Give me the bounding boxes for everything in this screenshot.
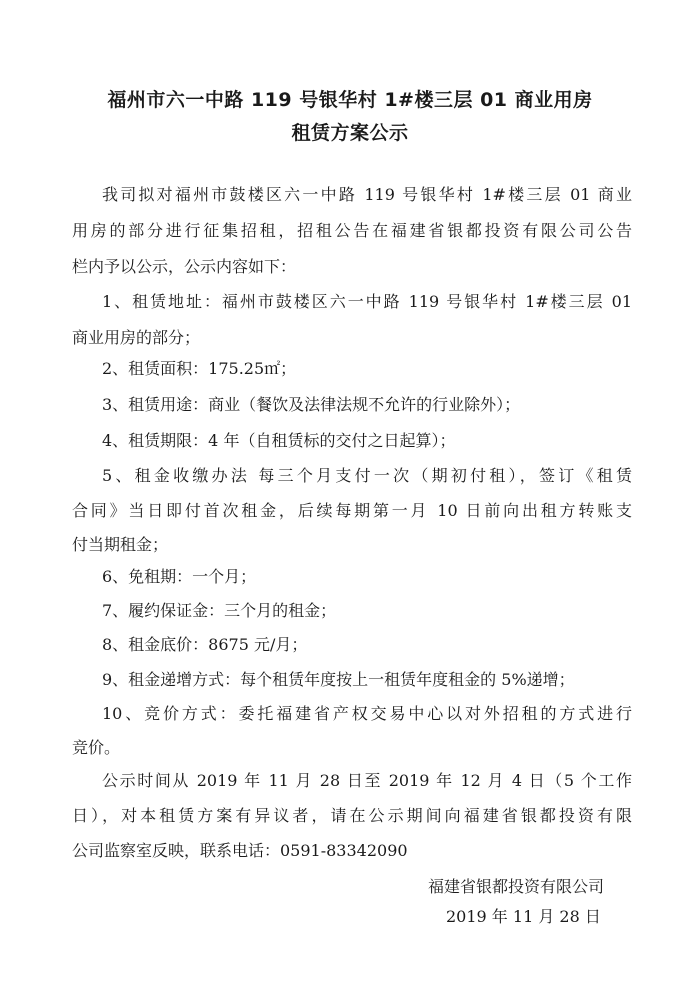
item-address-line-2: 商业用房的部分； [72,328,201,347]
item-bidding-line-1: 10、竞价方式：委托福建省产权交易中心以对外招租的方式进行 [102,704,632,723]
item-deposit: 7、履约保证金：三个月的租金； [102,601,337,620]
item-free-period: 6、免租期：一个月； [102,567,257,586]
item-area: 2、租赁面积：175.25㎡； [102,359,297,378]
intro-line-2: 用房的部分进行征集招租，招租公告在福建省银都投资有限公司公告 [72,221,632,240]
item-payment-line-1: 5、租金收缴办法 每三个月支付一次（期初付租），签订《租赁 [102,466,632,485]
item-payment-line-3: 付当期租金； [72,535,169,554]
item-increase: 9、租金递增方式：每个租赁年度按上一租赁年度租金的 5%递增； [102,670,575,689]
item-usage: 3、租赁用途：商业（餐饮及法律法规不允许的行业除外）； [102,395,521,414]
notice-line-3: 公司监察室反映，联系电话：0591-83342090 [72,841,408,860]
item-base-rent: 8、租金底价：8675 元/月； [102,635,308,654]
intro-line-1: 我司拟对福州市鼓楼区六一中路 119 号银华村 1#楼三层 01 商业 [102,185,632,204]
signature-date: 2019 年 11 月 28 日 [446,907,601,926]
notice-line-2: 日），对本租赁方案有异议者，请在公示期间向福建省银都投资有限 [72,806,632,825]
item-term: 4、租赁期限：4 年（自租赁标的交付之日起算）； [102,431,456,450]
signature-organization: 福建省银都投资有限公司 [428,877,605,896]
notice-line-1: 公示时间从 2019 年 11 月 28 日至 2019 年 12 月 4 日（5 个工作 [102,771,632,790]
document-title-line-2: 租赁方案公示 [291,122,409,144]
item-bidding-line-2: 竞价。 [72,738,121,757]
item-payment-line-2: 合同》当日即付首次租金，后续每期第一月 10 日前向出租方转账支 [72,501,632,520]
intro-line-3: 栏内予以公示，公示内容如下： [72,257,297,276]
item-address-line-1: 1、租赁地址：福州市鼓楼区六一中路 119 号银华村 1#楼三层 01 [102,292,632,311]
document-title-line-1: 福州市六一中路 119 号银华村 1#楼三层 01 商业用房 [107,89,593,111]
